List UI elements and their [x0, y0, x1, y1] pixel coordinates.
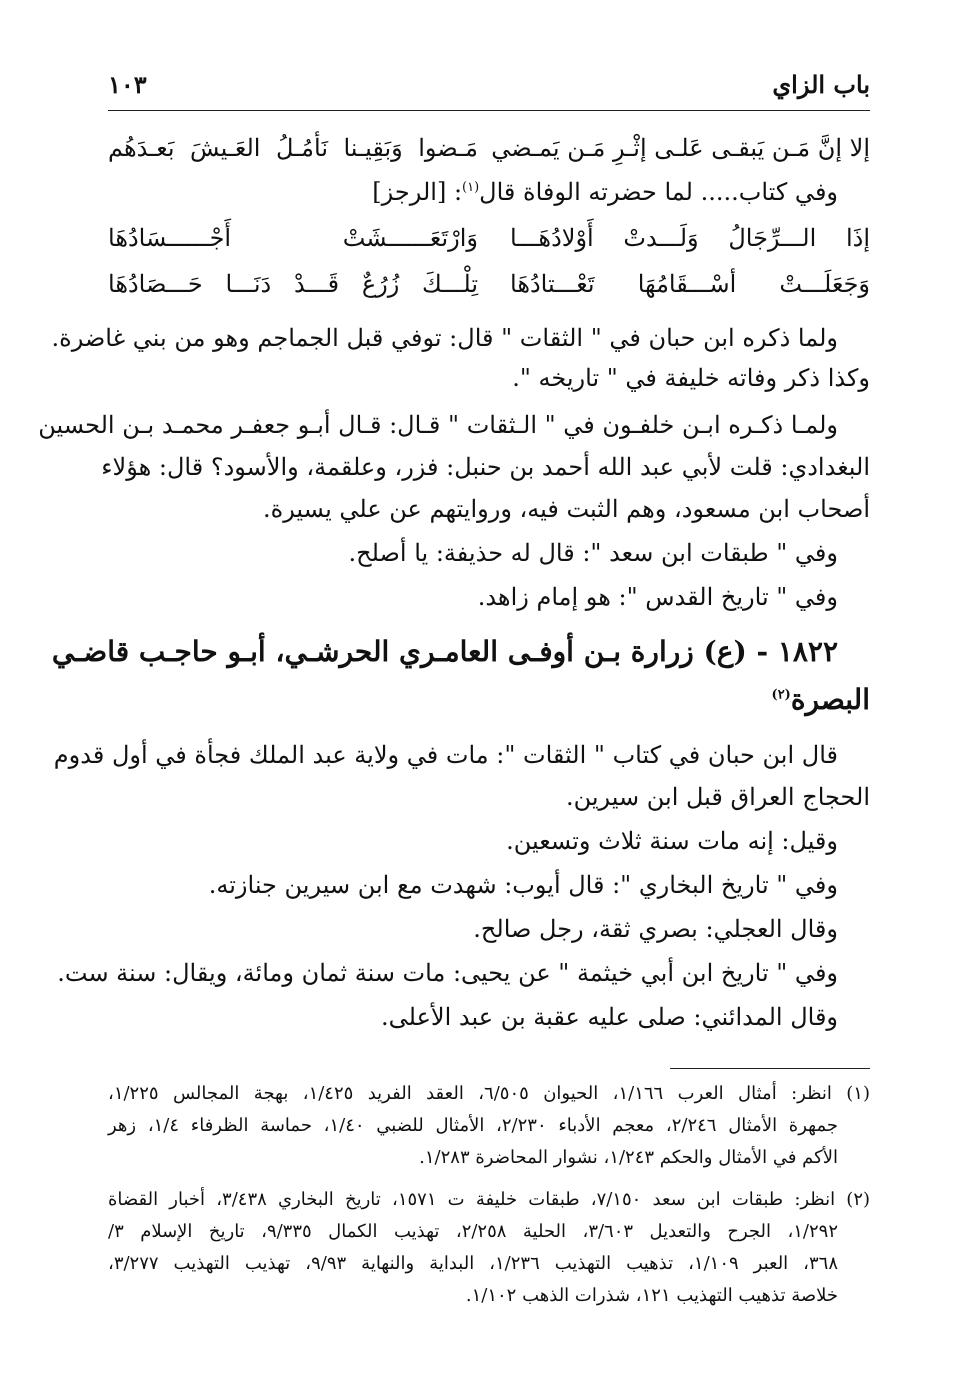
page-header — [108, 66, 870, 111]
page-number: ١٠٣ — [108, 70, 147, 99]
paragraph-line: البغدادي: قلت لأبي عبد الله أحمد بن حنبل: فزر، وعلقمة، والأسود؟ قال: هؤلاء — [101, 453, 870, 481]
entry-heading-cont — [108, 676, 870, 724]
footnote-divider — [670, 1068, 870, 1069]
entry-heading-place: البصرة — [790, 683, 870, 716]
verse-1-right-hemistich: إلا إنَّ مَـن يَبقـى عَلـى إثْـرِ مَـن يَمـضي — [491, 134, 870, 162]
tabaqat-line: وفي " طبقات ابن سعد ": قال له حذيفة: يا أصلح. — [348, 539, 838, 567]
verse-2-left-hemistich: وَارْتَعَــــــشَتْ أَجْــــــسَادُهَا — [108, 224, 478, 252]
kitab-text: وفي كتاب..... لما حضرته الوفاة قال — [479, 178, 838, 206]
entry-heading: ١٨٢٢ - (ع) زرارة بـن أوفـى العامـري الحرشـي، أبـو حاجـب قاضـي — [51, 635, 838, 668]
verse-3-left-hemistich: تِلْـــكَ زُرُعٌ قَـــدْ دَنَـــا حَـــصَادُهَا — [108, 270, 478, 298]
paragraph-line: وكذا ذكر وفاته خليفة في " تاريخه ". — [512, 364, 870, 392]
paragraph-line: قال ابن حبان في كتاب " الثقات ": مات في ولاية عبد الملك فجأة في أول قدوم — [53, 741, 838, 769]
footnote-2-line: خلاصة تذهيب التهذيب ١٢١، شذرات الذهب ١/١٠٢. — [465, 1285, 838, 1306]
paragraph-line: أصحاب ابن مسعود، وهم الثبت فيه، وروايتهم عن علي يسيرة. — [262, 495, 870, 523]
kitab-line — [108, 172, 838, 212]
footnote-2-line: ١/٢٩٢، الجرح والتعديل ٣/٦٠٣، الحلية ٢/٢٥٨، تهذيب الكمال ٩/٣٣٥، تاريخ الإسلام ٣/ — [108, 1221, 839, 1242]
footnote-1-line: الأكم في الأمثال والحكم ١/٢٤٣، نشوار المحاضرة ١/٢٨٣. — [419, 1147, 838, 1168]
verse-1-left-hemistich: مَـضوا وَبَقِيـنا نَأمُـلُ العَـيشَ بَعـدَهُم — [108, 134, 478, 162]
narration-line: وفي " تاريخ البخاري ": قال أيوب: شهدت مع ابن سيرين جنازته. — [208, 871, 838, 899]
chapter-title: باب الزاي — [772, 70, 870, 99]
narration-line: وقال العجلي: بصري ثقة، رجل صالح. — [473, 915, 838, 943]
footnote-2-line: (٢) انظر: طبقات ابن سعد ٧/١٥٠، طبقات خليفة ت ١٥٧١، تاريخ البخاري ٣/٤٣٨، أخبار القضاة — [108, 1189, 871, 1210]
verse-2-right-hemistich: إذَا الـــرِّجَالُ وَلَـــدتْ أَوْلادُهَـــا — [510, 224, 870, 252]
footnote-ref-2[interactable]: (٢) — [771, 687, 791, 703]
paragraph-line: ولمـا ذكـره ابـن خلفـون في " الـثقات " قـال: قـال أبـو جعفـر محمـد بـن الحسين — [38, 411, 838, 439]
narration-line: وقيل: إنه مات سنة ثلاث وتسعين. — [506, 827, 838, 855]
footnote-1-line: (١) انظر: أمثال العرب ١/١٦٦، الحيوان ٦/٥٠٥، العقد الفريد ١/٤٢٥، بهجة المجالس ١/٢٢٥، — [108, 1083, 870, 1104]
narration-line: وفي " تاريخ ابن أبي خيثمة " عن يحيى: مات سنة ثمان ومائة، ويقال: سنة ست. — [57, 959, 838, 987]
footnote-2-line: ٣٦٨، العبر ١/١٠٩، تذهيب التهذيب ١/٢٣٦، البداية والنهاية ٩/٩٣، تهذيب التهذيب ٣/٢٧٧، — [108, 1253, 838, 1274]
narration-line: وقال المدائني: صلى عليه عقبة بن عبد الأعلى. — [381, 1003, 838, 1031]
quds-line: وفي " تاريخ القدس ": هو إمام زاهد. — [477, 583, 838, 611]
paragraph-line: ولما ذكره ابن حبان في " الثقات " قال: توفي قبل الجماجم وهو من بني غاضرة. — [51, 324, 838, 352]
paragraph-line: الحجاج العراق قبل ابن سيرين. — [565, 783, 870, 811]
verse-3-right-hemistich: وَجَعَلَـــتْ أسْـــقَامُهَا تَعْـــتادُهَا — [510, 270, 870, 298]
kitab-meter: : [الرجز] — [372, 178, 463, 206]
footnote-1-line: جمهرة الأمثال ٢/٢٤٦، معجم الأدباء ٢/٢٣٠، الأمثال للضبي ١/٤٠، حماسة الظرفاء ١/٤، زهر — [108, 1115, 838, 1136]
footnote-ref-1[interactable]: (١) — [462, 180, 480, 195]
